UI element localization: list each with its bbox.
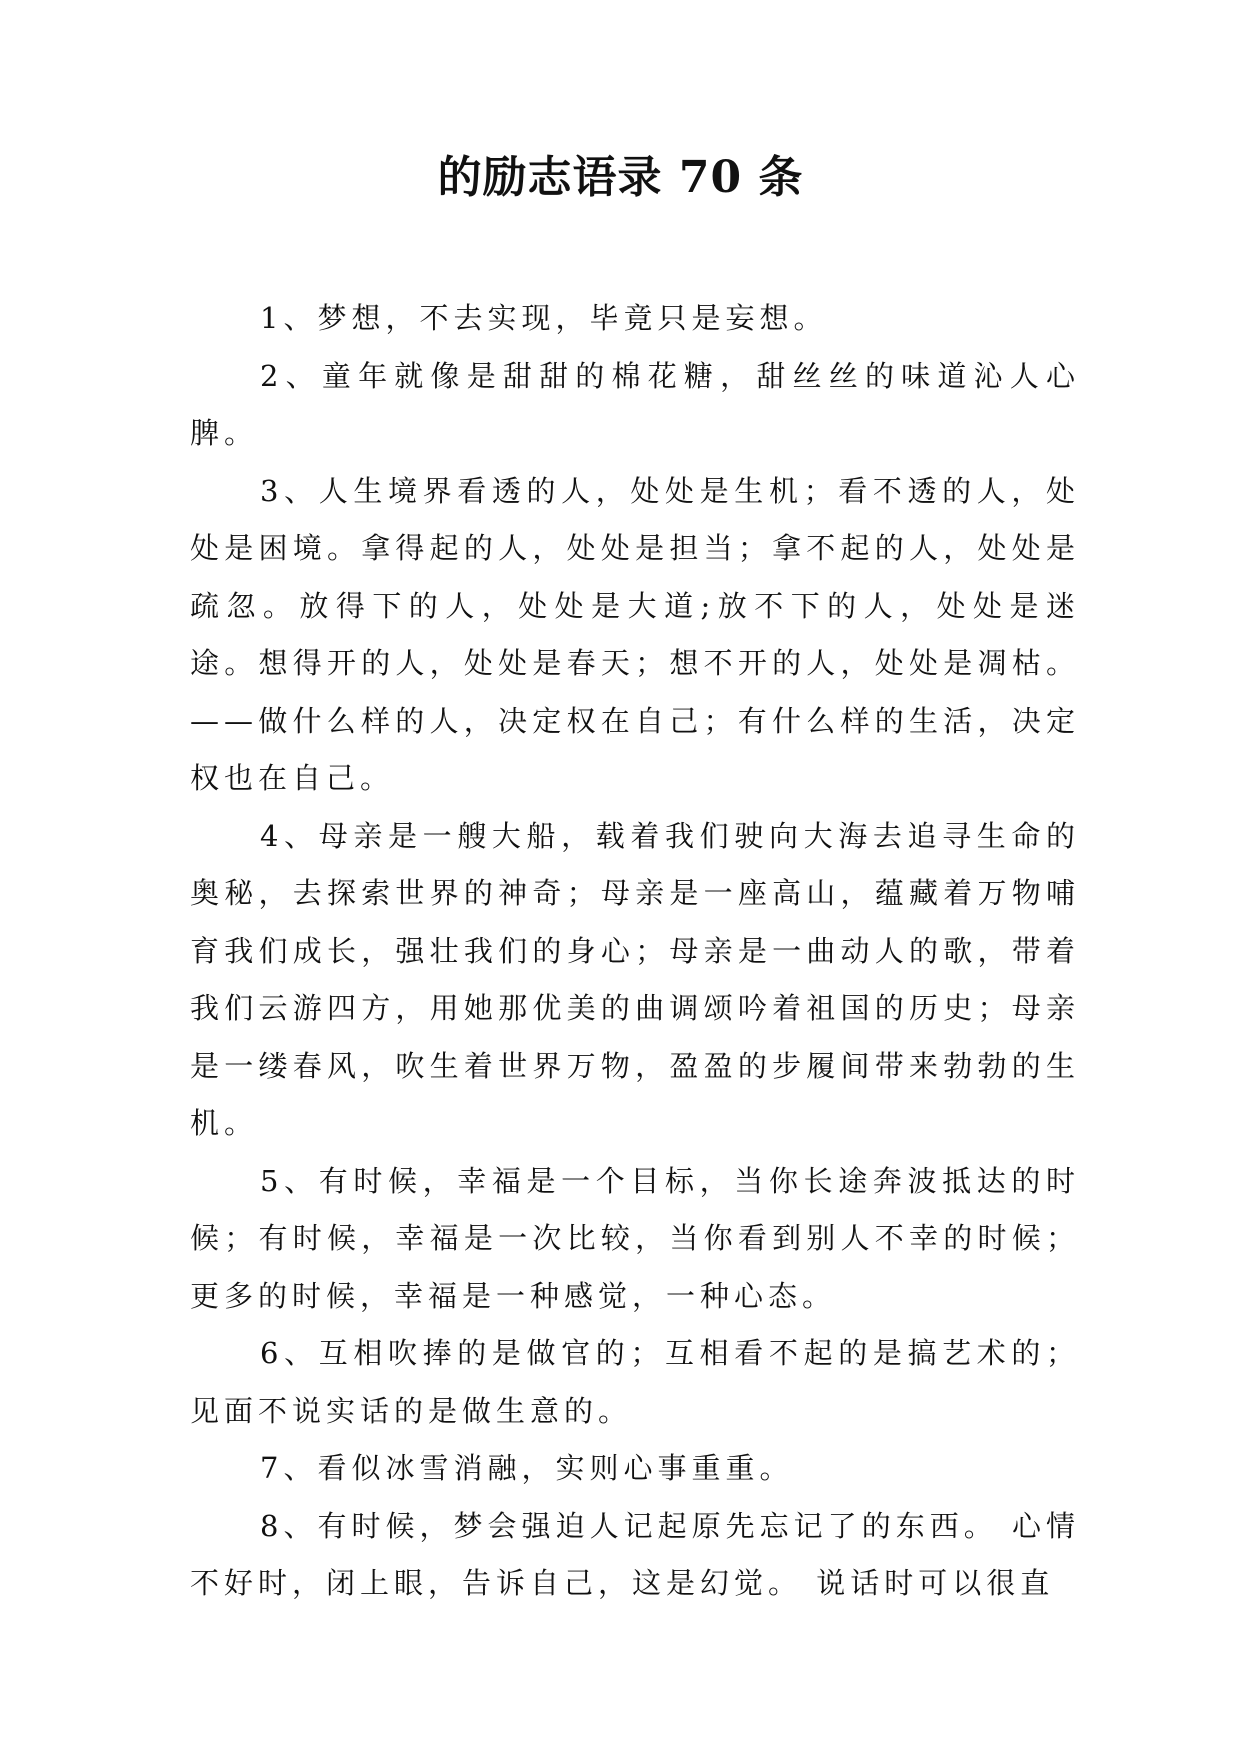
paragraph-1: 1、梦想，不去实现，毕竟只是妄想。 — [260, 301, 828, 335]
document-title: 的励志语录 70 条 — [437, 152, 804, 203]
paragraph-7: 7、看似冰雪消融，实则心事重重。 — [260, 1451, 794, 1485]
paragraph-5: 5、有时候，幸福是一个目标，当你长途奔波抵达的时候；有时候，幸福是一次比较，当你看到别人不幸的时候；更多的时候，幸福是一种感觉，一种心态。 — [190, 1163, 1080, 1313]
paragraph-4: 4、母亲是一艘大船，载着我们驶向大海去追寻生命的奥秘，去探索世界的神奇；母亲是一座高山，蕴藏着万物哺育我们成长，强壮我们的身心；母亲是一曲动人的歌，带着我们云游四方，用她那优美的曲调颂吟着祖国的历史；母亲是一缕春风，吹生着世界万物，盈盈的步履间带来勃勃的生机。 — [190, 818, 1080, 1140]
paragraph-8: 8、有时候，梦会强迫人记起原先忘记了的东西。 心情不好时，闭上眼，告诉自己，这是幻觉。 说话时可以很直 — [190, 1508, 1080, 1600]
paragraph-6: 6、互相吹捧的是做官的；互相看不起的是搞艺术的；见面不说实话的是做生意的。 — [190, 1336, 1080, 1428]
document-body — [190, 290, 1080, 1613]
paragraph-2: 2、童年就像是甜甜的棉花糖，甜丝丝的味道沁人心脾。 — [190, 358, 1080, 450]
paragraph-3: 3、人生境界看透的人，处处是生机；看不透的人，处处是困境。拿得起的人，处处是担当；拿不起的人，处处是疏忽。放得下的人，处处是大道;放不下的人，处处是迷途。想得开的人，处处是春天；想不开的人，处处是凋枯。——做什么样的人，决定权在自己；有什么样的生活，决定权也在自己。 — [190, 473, 1080, 795]
